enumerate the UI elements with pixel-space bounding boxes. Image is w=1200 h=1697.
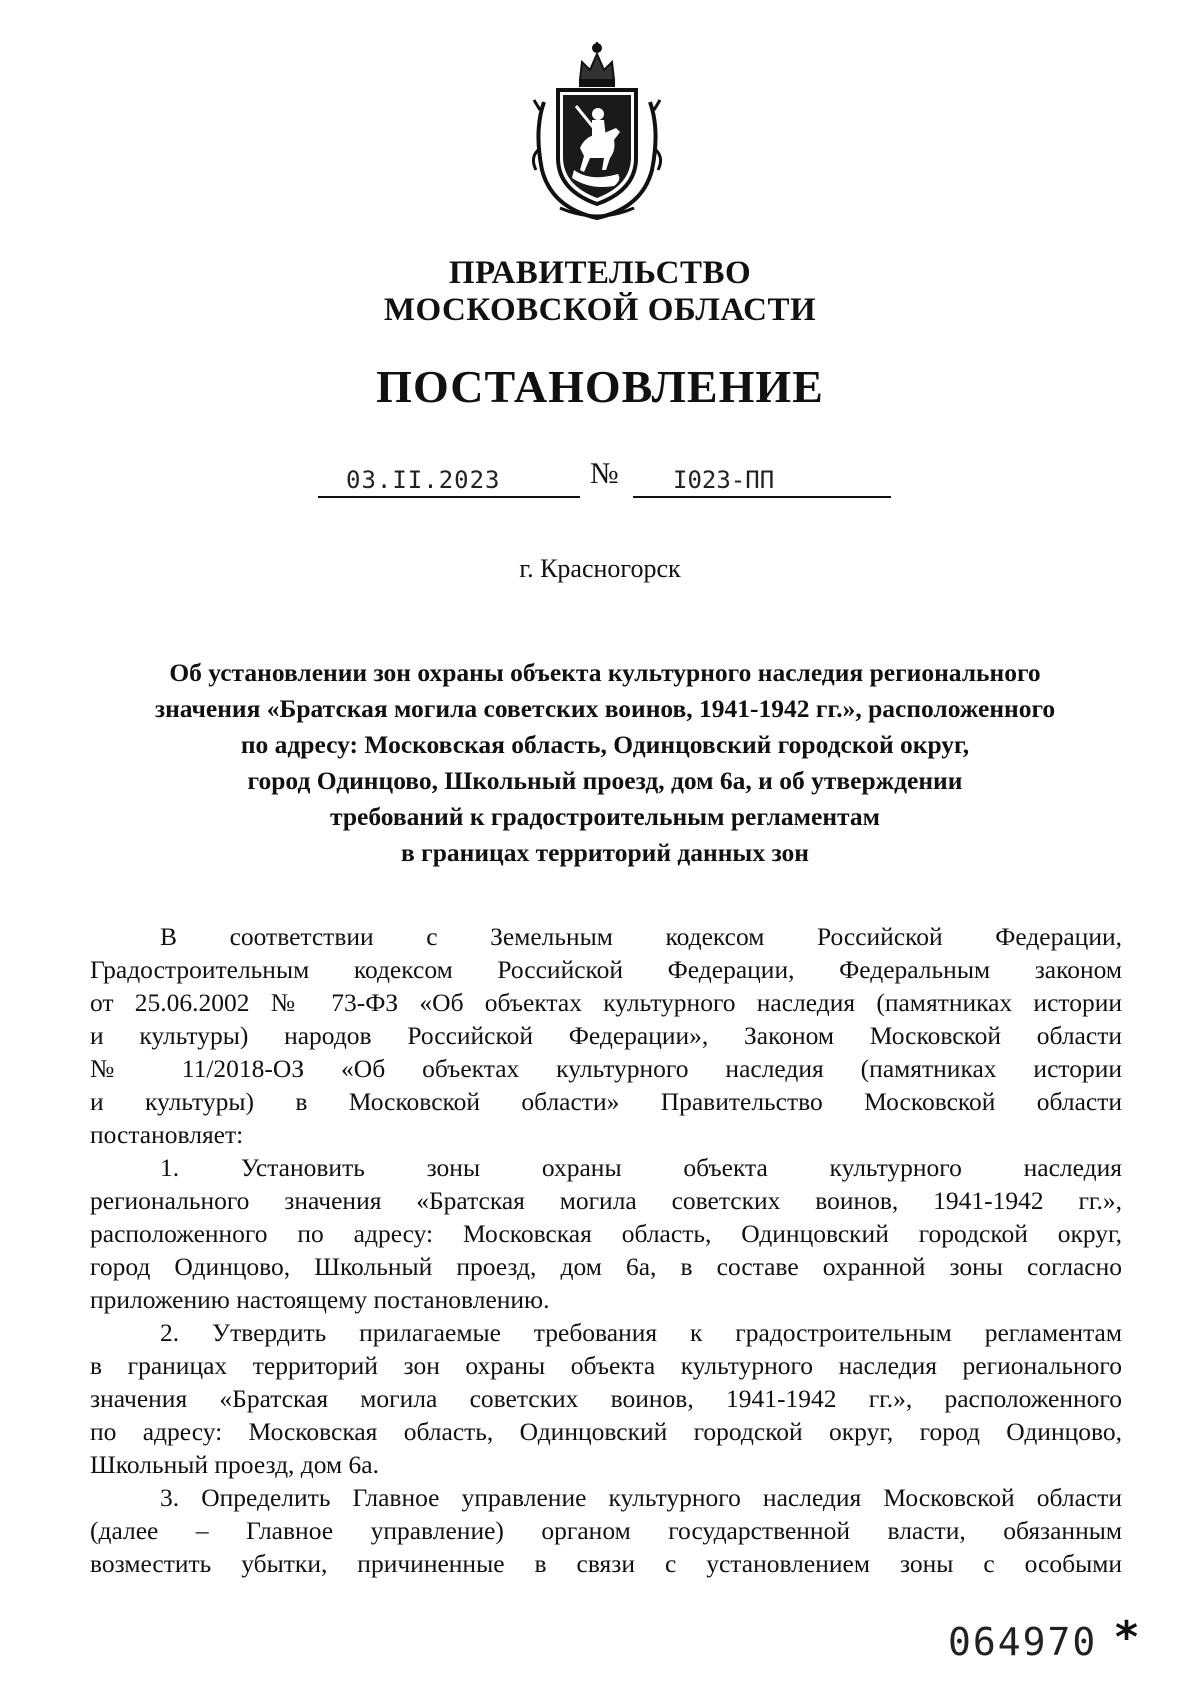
body-line: значения «Братская могила советских воинов, 1941-1942 гг.», расположенного bbox=[90, 1384, 1122, 1413]
body-line: 2. Утвердить прилагаемые требования к градостроительным регламентам bbox=[160, 1318, 1122, 1347]
body-line: № 11/2018-ОЗ «Об объектах культурного наследия (памятниках истории bbox=[90, 1054, 1122, 1083]
document-number: I023-ПП bbox=[673, 466, 775, 494]
title-line: требований к градостроительным регламентам bbox=[329, 802, 880, 831]
body-line: (далее – Главное управление) органом государственной власти, обязанным bbox=[90, 1516, 1122, 1545]
title-line: по адресу: Московская область, Одинцовский городской округ, bbox=[240, 730, 970, 759]
document-title bbox=[90, 655, 1120, 871]
title-line: значения «Братская могила советских воинов, 1941-1942 гг.», расположенного bbox=[154, 694, 1056, 723]
body-line: по адресу: Московская область, Одинцовский городской округ, город Одинцово, bbox=[90, 1417, 1122, 1446]
body-line: в границах территорий зон охраны объекта культурного наследия регионального bbox=[90, 1351, 1122, 1380]
body-line: возместить убытки, причиненные в связи с установлением зоны с особыми bbox=[90, 1549, 1122, 1578]
body-line: и культуры) народов Российской Федерации», Законом Московской области bbox=[90, 1021, 1122, 1050]
body-line: и культуры) в Московской области» Правительство Московской области bbox=[90, 1087, 1122, 1116]
body-line: Школьный проезд, дом 6а. bbox=[90, 1450, 380, 1479]
body-line: 3. Определить Главное управление культурного наследия Московской области bbox=[160, 1483, 1122, 1512]
number-field bbox=[633, 456, 891, 498]
body-line: Градостроительным кодексом Российской Федерации, Федеральным законом bbox=[90, 955, 1122, 984]
document-type: ПОСТАНОВЛЕНИЕ bbox=[376, 361, 824, 412]
paragraph-preamble bbox=[90, 920, 1122, 1151]
date-field bbox=[318, 456, 580, 498]
body-line: В соответствии с Земельным кодексом Российской Федерации, bbox=[160, 922, 1122, 951]
serial-number: 064970 bbox=[948, 1620, 1098, 1664]
paragraph-item-2 bbox=[90, 1316, 1122, 1481]
paragraph-item-3 bbox=[90, 1481, 1122, 1580]
government-name-line2: МОСКОВСКОЙ ОБЛАСТИ bbox=[383, 292, 817, 328]
body-line: 1. Установить зоны охраны объекта культурного наследия bbox=[160, 1153, 1122, 1182]
star-mark: * bbox=[1115, 1612, 1139, 1663]
body-line: город Одинцово, Школьный проезд, дом 6а, в составе охранной зоны согласно bbox=[90, 1252, 1122, 1281]
number-sign: № bbox=[590, 457, 619, 490]
body-line: приложению настоящему постановлению. bbox=[90, 1285, 550, 1314]
coat-of-arms-icon bbox=[530, 40, 664, 222]
title-line: Об установлении зон охраны объекта культурного наследия регионального bbox=[169, 658, 1041, 687]
document-body bbox=[90, 920, 1122, 1580]
title-line: город Одинцово, Школьный проезд, дом 6а, и об утверждении bbox=[247, 766, 963, 795]
government-name-line1: ПРАВИТЕЛЬСТВО bbox=[448, 255, 752, 291]
body-line: от 25.06.2002 № 73-ФЗ «Об объектах культурного наследия (памятниках истории bbox=[90, 988, 1122, 1017]
paragraph-item-1 bbox=[90, 1151, 1122, 1316]
title-line: в границах территорий данных зон bbox=[401, 838, 809, 867]
body-line: постановляет: bbox=[90, 1120, 244, 1149]
city: г. Красногорск bbox=[519, 554, 681, 583]
body-line: расположенного по адресу: Московская область, Одинцовский городской округ, bbox=[90, 1219, 1122, 1248]
document-date: 03.II.2023 bbox=[346, 466, 501, 494]
body-line: регионального значения «Братская могила советских воинов, 1941-1942 гг.», bbox=[90, 1186, 1122, 1215]
